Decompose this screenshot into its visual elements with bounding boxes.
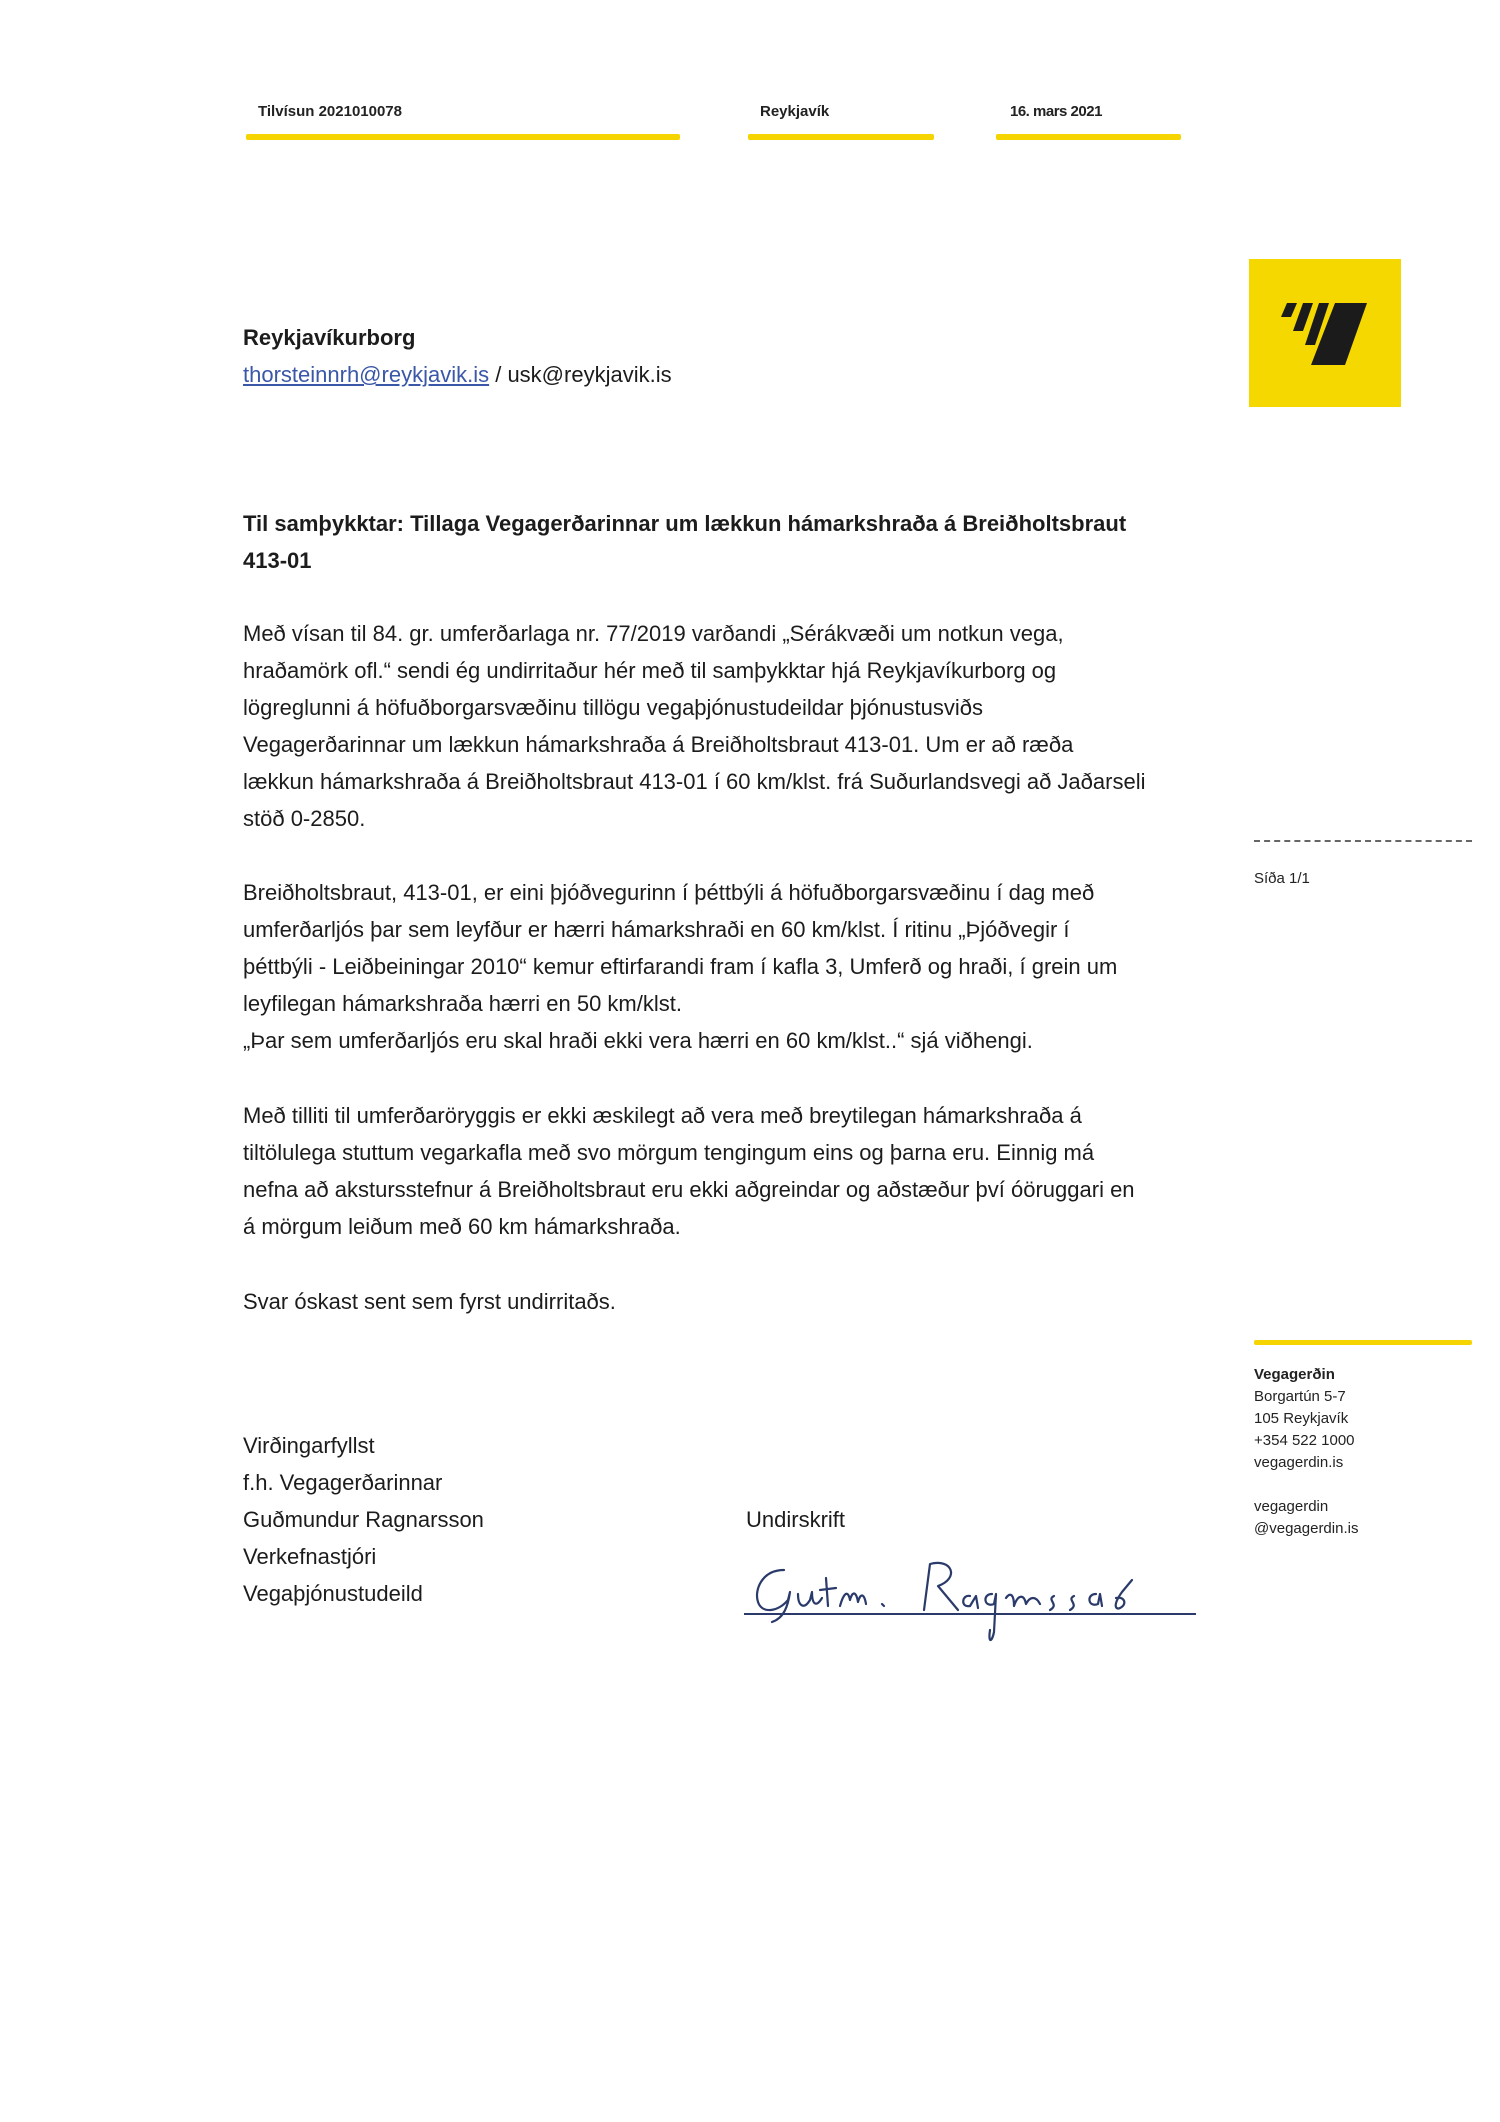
header-date: 16. mars 2021 [1010,103,1102,120]
paragraph-line: Vegagerðarinnar um lækkun hámarkshraða á Breiðholtsbraut 413-01. Um er að ræða [243,732,1074,757]
closing-line: Vegaþjónustudeild [243,1581,423,1606]
sidebar-org: Vegagerðin [1254,1366,1335,1383]
letter-subject: Til samþykktar: Tillaga Vegagerðarinnar um lækkun hámarkshraða á Breiðholtsbraut 413-01 [243,511,1127,573]
recipient-emails [243,362,672,388]
body-paragraph-3 [243,1097,1135,1245]
closing-line: Guðmundur Ragnarsson [243,1507,484,1532]
header-rule-date [996,134,1181,140]
paragraph-line: lækkun hámarkshraða á Breiðholtsbraut 413-01 í 60 km/klst. frá Suðurlandsvegi að Jaðarseli [243,769,1146,794]
paragraph-line: stöð 0-2850. [243,806,366,831]
vegagerdin-logo [1249,259,1401,407]
reference-number: Tilvísun 2021010078 [258,103,402,120]
recipient-name: Reykjavíkurborg [243,325,416,350]
paragraph-line: tiltölulega stuttum vegarkafla með svo mörgum tengingum eins og þarna eru. Einnig má [243,1140,1095,1165]
sidebar-email-1: vegagerdin [1254,1498,1329,1515]
paragraph-line: hraðamörk ofl.“ sendi ég undirritaður hér með til samþykktar hjá Reykjavíkurborg og [243,658,1057,683]
signature-label: Undirskrift [746,1507,846,1532]
signature-line [744,1613,1196,1615]
page-number: Síða 1/1 [1254,870,1310,887]
header-city: Reykjavík [760,103,830,120]
paragraph-line: þéttbýli - Leiðbeiningar 2010“ kemur eftirfarandi fram í kafla 3, Umferð og hraði, í grein um [243,954,1118,979]
sidebar-address-1: Borgartún 5-7 [1254,1388,1346,1405]
paragraph-line: á mörgum leiðum með 60 km hámarkshraða. [243,1214,681,1239]
paragraph-line: Með vísan til 84. gr. umferðarlaga nr. 77/2019 varðandi „Sérákvæði um notkun vega, [243,621,1064,646]
sidebar-yellow-rule [1254,1340,1472,1345]
paragraph-line: Með tilliti til umferðaröryggis er ekki æskilegt að vera með breytilegan hámarkshraða á [243,1103,1082,1128]
paragraph-line: Breiðholtsbraut, 413-01, er eini þjóðvegurinn í þéttbýli á höfuðborgarsvæðinu í dag með [243,880,1095,905]
paragraph-line: lögreglunni á höfuðborgarsvæðinu tillögu vegaþjónustudeildar þjónustusviðs [243,695,983,720]
paragraph-line: „Þar sem umferðarljós eru skal hraði ekki vera hærri en 60 km/klst..“ sjá viðhengi. [243,1028,1033,1053]
paragraph-line: umferðarljós þar sem leyfður er hærri hámarkshraði en 60 km/klst. Í ritinu „Þjóðvegir í [243,917,1070,942]
body-paragraph-1 [243,615,1145,837]
handwritten-signature [744,1540,1204,1660]
closing-line: Virðingarfyllst [243,1433,375,1458]
closing-line: f.h. Vegagerðarinnar [243,1470,443,1495]
email-separator: / [489,362,508,387]
header-rule-reference [246,134,680,140]
closing-line: Verkefnastjóri [243,1544,377,1569]
paragraph-line: leyfilegan hámarkshraða hærri en 50 km/klst. [243,991,682,1016]
sidebar-divider [1254,840,1472,842]
sidebar-address-2: 105 Reykjavík [1254,1410,1349,1427]
recipient-email-link[interactable]: thorsteinnrh@reykjavik.is [243,362,490,387]
sidebar-phone: +354 522 1000 [1254,1432,1355,1449]
vegagerdin-logo-icon [1249,259,1401,407]
body-paragraph-2 [243,874,1117,1059]
sidebar-contact [1254,1364,1358,1540]
header-rule-city [748,134,934,140]
recipient-email-secondary: usk@reykjavik.is [507,362,672,387]
sidebar-email-2: @vegagerdin.is [1254,1520,1359,1537]
closing-block [243,1427,484,1612]
sidebar-web: vegagerdin.is [1254,1454,1344,1471]
body-paragraph-4: Svar óskast sent sem fyrst undirritaðs. [243,1289,616,1314]
paragraph-line: nefna að akstursstefnur á Breiðholtsbraut eru ekki aðgreindar og aðstæður því óöruggari en [243,1177,1135,1202]
